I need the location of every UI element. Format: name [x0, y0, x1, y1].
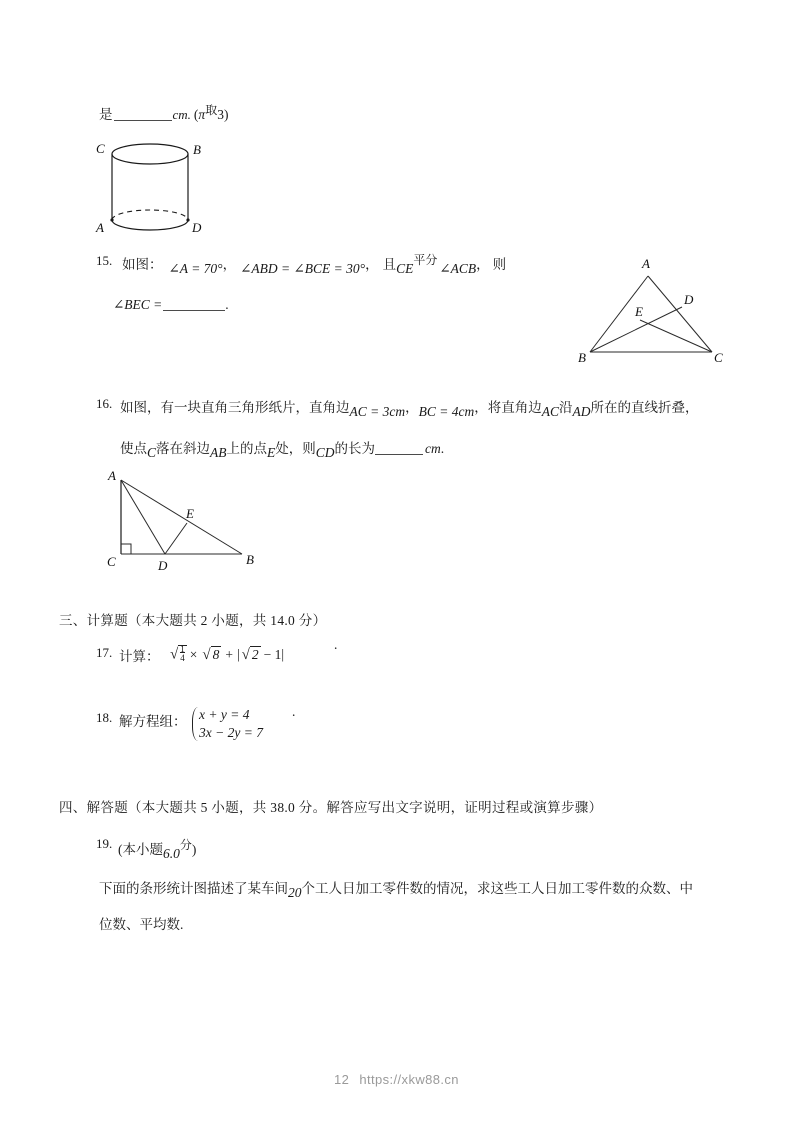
q18-equation-1: x + y = 4	[199, 707, 250, 722]
q15-label-e: E	[635, 304, 643, 319]
q14-note-take: 取	[205, 103, 218, 117]
q16-unit: cm	[425, 441, 441, 456]
q15-then: 则	[492, 257, 507, 272]
q16-l2-t4: 处，则	[275, 441, 316, 456]
footer-page-number: 12	[334, 1072, 350, 1087]
q17-times: ×	[189, 646, 198, 662]
q19-score-unit: 分	[179, 838, 192, 852]
figure-triangle-q15	[578, 248, 738, 368]
q15-and: 且	[382, 257, 397, 272]
q19-score-close: )	[191, 842, 197, 857]
q19-score-note	[118, 838, 197, 861]
q15-label-d: D	[684, 292, 694, 307]
footer-watermark	[0, 1072, 793, 1087]
cylinder-label-d: D	[192, 220, 202, 235]
q16-l2-t3: 上的点	[226, 441, 268, 456]
q16-l2-t5: 的长为	[334, 441, 376, 456]
q19-body-line1	[99, 877, 693, 900]
q17-frac-numerator: 1	[180, 644, 185, 654]
q16-seg-cd: CD	[315, 445, 335, 460]
q16-line1	[120, 396, 699, 419]
q14-note-open: (	[193, 107, 199, 122]
q17-frac-denominator: 4	[180, 653, 185, 664]
q16-t1: 如图，有一块直角三角形纸片，直角边	[120, 400, 350, 415]
q16-t4: 沿	[558, 400, 573, 415]
q19-score-label: 本小题	[122, 842, 163, 857]
q15-line1	[122, 253, 507, 276]
q14-note-close: )	[223, 107, 229, 122]
q17-period: .	[334, 637, 338, 652]
figure-triangle-q16	[96, 468, 266, 578]
q19-body-t1: 下面的条形统计图描述了某车间	[99, 881, 288, 896]
q19-score-open: (	[118, 842, 123, 857]
q14-note-value: 3	[217, 107, 224, 122]
q19-worker-count: 20	[288, 885, 302, 900]
q14-answer-blank[interactable]	[114, 120, 172, 121]
q16-number: 16.	[96, 396, 113, 411]
figure-cylinder	[92, 138, 222, 238]
q17-abs-open: |	[236, 646, 240, 662]
q17-radicand-2: 2	[251, 646, 259, 662]
q17-sqrt-8: √ 8	[202, 646, 220, 663]
q15-lead: 如图：	[122, 257, 163, 272]
q17-label: 计算：	[119, 649, 160, 664]
q19-body-t2: 个工人日加工零件数的情况，求这些工人日加工零件数的众数、中	[301, 881, 693, 896]
q14-tail-line	[99, 103, 228, 123]
q15-label-b: B	[578, 350, 586, 365]
q16-seg-ac: AC	[541, 404, 559, 419]
q16-line2	[120, 437, 445, 460]
q16-label-e: E	[186, 506, 194, 521]
q16-seg-ab: AB	[210, 445, 227, 460]
q15-label-a: A	[642, 256, 650, 271]
q14-note-pi: π	[198, 107, 206, 122]
q19-body-line2: 位数、平均数.	[99, 917, 184, 932]
q16-t3: ，将直角边	[474, 400, 542, 415]
cylinder-label-a: A	[96, 220, 104, 235]
q16-period: .	[440, 441, 445, 456]
q16-t5: 所在的直线折叠，	[590, 400, 699, 415]
q16-label-a: A	[108, 468, 116, 483]
q15-answer-blank[interactable]	[163, 310, 225, 311]
q18-label: 解方程组：	[119, 714, 187, 729]
q16-point-e: E	[267, 445, 276, 460]
cylinder-label-c: C	[96, 141, 105, 156]
q16-l2-t1: 使点	[120, 441, 147, 456]
q15-angle-acb: ∠ACB	[439, 261, 477, 276]
q16-label-c: C	[107, 554, 116, 569]
q15-line2	[113, 297, 229, 313]
q18-equation-system	[190, 706, 263, 742]
q16-t2: ，	[405, 400, 419, 415]
q16-ac-value: AC = 3cm	[349, 404, 406, 419]
q17-minus-one: − 1	[263, 646, 282, 662]
q17-plus: +	[225, 646, 233, 662]
q15-bisects: 平分	[413, 253, 438, 267]
q19-number: 19.	[96, 836, 113, 851]
q16-seg-ad: AD	[572, 404, 591, 419]
q15-comma-2: ，	[365, 257, 379, 272]
q17-radicand-8: 8	[212, 646, 220, 662]
q18-equation-2: 3x − 2y = 7	[199, 725, 263, 741]
q15-segment-ce: CE	[396, 261, 414, 276]
q16-bc-value: BC = 4cm	[418, 404, 475, 419]
q16-l2-t2: 落在斜边	[156, 441, 211, 456]
q16-label-d: D	[158, 558, 168, 573]
q15-label-c: C	[714, 350, 723, 365]
q15-angle-a: ∠A = 70°	[168, 261, 223, 276]
q18-number: 18.	[96, 710, 113, 725]
section-3-heading: 三、计算题（本大题共 2 小题，共 14.0 分）	[59, 613, 327, 628]
section-4-heading: 四、解答题（本大题共 5 小题，共 38.0 分。解答应写出文字说明，证明过程或演算步骤）	[59, 800, 603, 815]
q15-comma-3: ，	[476, 257, 490, 272]
q16-answer-blank[interactable]	[375, 454, 423, 455]
q17-sqrt-quarter: √ $\frac{1}{4}$	[170, 644, 185, 664]
q14-unit: cm.	[172, 107, 191, 122]
q19-score-value: 6.0	[163, 846, 180, 861]
q15-angle-abd-bce: ∠ABD = ∠BCE = 30°	[240, 261, 366, 276]
q16-point-c: C	[147, 445, 157, 460]
q14-lead: 是	[99, 107, 113, 122]
q15-number: 15.	[96, 253, 113, 268]
q15-comma-1: ，	[222, 257, 237, 272]
q17-expression	[168, 645, 284, 665]
q18-period: .	[292, 704, 296, 719]
q16-label-b: B	[246, 552, 254, 567]
footer-url: https://xkw88.cn	[359, 1072, 459, 1087]
q15-period: .	[225, 297, 229, 312]
q15-answer-expr: ∠BEC =	[113, 297, 163, 312]
q17-sqrt-2: √ 2	[241, 646, 259, 663]
q17-number: 17.	[96, 645, 113, 660]
q17-abs-close: |	[281, 646, 285, 662]
cylinder-label-b: B	[193, 142, 201, 157]
